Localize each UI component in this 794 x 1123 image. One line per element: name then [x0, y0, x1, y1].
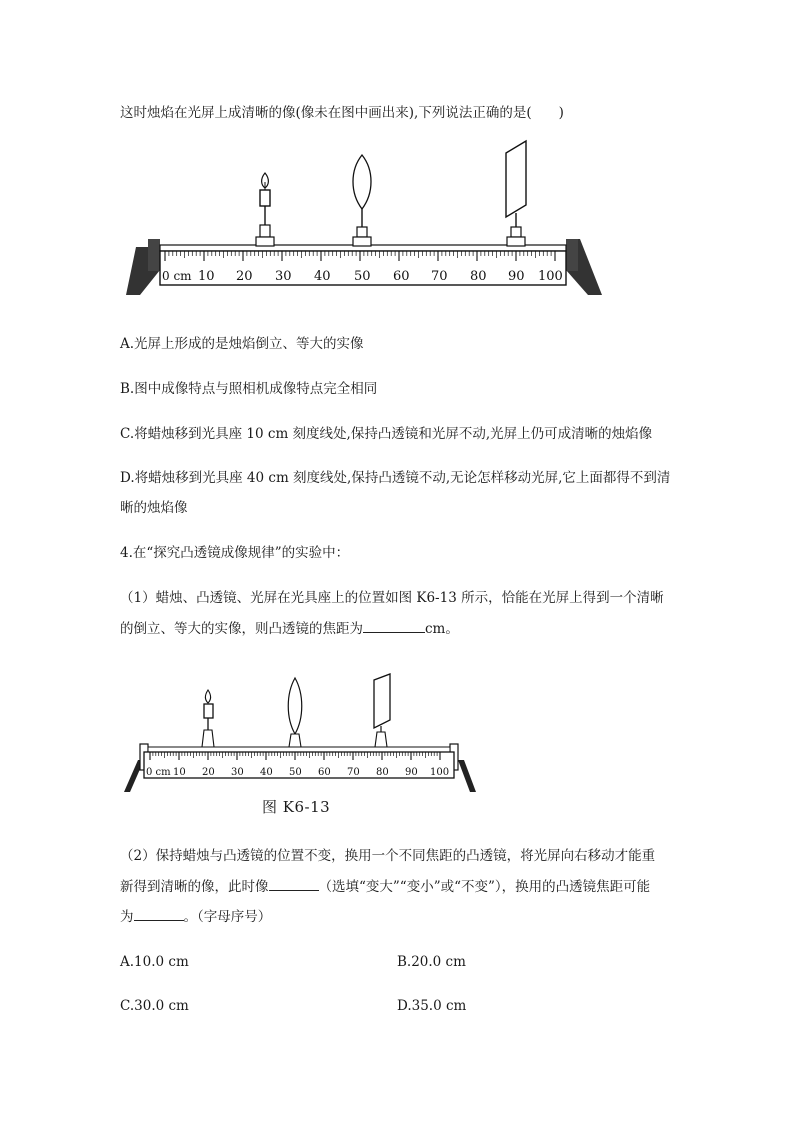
q3-option-d-line1: D.将蜡烛移到光具座 40 cm 刻度线处,保持凸透镜不动,无论怎样移动光屏,它上面都得不到清	[120, 470, 671, 486]
q4-title: 4.在“探究凸透镜成像规律”的实验中：	[120, 545, 350, 561]
q4-part2-text-d: 。（字母序号）	[183, 909, 272, 925]
ruler-label: 40	[260, 767, 273, 778]
candle-icon	[256, 173, 274, 246]
ruler-label: 20	[236, 269, 253, 284]
bench-rail	[148, 747, 450, 752]
ruler-label: 60	[393, 269, 410, 284]
q4-part2-line2	[120, 876, 650, 897]
q4-part1-text-a: 的倒立、等大的实像，则凸透镜的焦距为	[120, 621, 363, 637]
ruler-label: 80	[470, 269, 487, 284]
bench-right-leg	[458, 760, 476, 792]
ruler-label: 10	[198, 269, 215, 284]
q3-option-a: A.光屏上形成的是烛焰倒立、等大的实像	[120, 336, 364, 352]
ruler-label: 100	[538, 269, 563, 284]
q3-option-c: C.将蜡烛移到光具座 10 cm 刻度线处,保持凸透镜和光屏不动,光屏上仍可成清晰的烛焰像	[120, 426, 653, 442]
ruler-label: 50	[354, 269, 371, 284]
q3-stem: 这时烛焰在光屏上成清晰的像(像未在图中画出来),下列说法正确的是( )	[120, 105, 564, 121]
ruler-label: 50	[289, 767, 302, 778]
q4-part2-text-b: （选填“变大”“变小”或“不变”），换用的凸透镜焦距可能	[318, 879, 651, 895]
ruler-label: 30	[275, 269, 292, 284]
q4-option-c: C.30.0 cm	[120, 998, 189, 1014]
q4-part2-line1: （2）保持蜡烛与凸透镜的位置不变，换用一个不同焦距的凸透镜，将光屏向右移动才能重	[120, 848, 656, 864]
q4-option-b: B.20.0 cm	[397, 954, 466, 970]
convex-lens-icon	[353, 155, 371, 246]
ruler-label: 0 cm	[146, 767, 171, 778]
ruler-label: 0 cm	[162, 269, 192, 283]
light-screen-icon	[506, 141, 526, 246]
q4-part1-line2	[120, 618, 459, 639]
focal-length-choice-blank[interactable]	[134, 906, 184, 921]
bench-right-end	[566, 239, 578, 271]
q4-part1-line1: （1）蜡烛、凸透镜、光屏在光具座上的位置如图 K6-13 所示，恰能在光屏上得到一个清晰	[120, 590, 664, 606]
q4-part2-line3	[120, 906, 271, 927]
ruler-label: 70	[431, 269, 448, 284]
ruler-label: 30	[231, 767, 244, 778]
optical-bench-figure-1	[118, 135, 608, 305]
ruler-label: 20	[202, 767, 215, 778]
bench-left-end	[148, 239, 160, 271]
convex-lens-icon	[288, 678, 302, 747]
q4-part2-text-a: 新得到清晰的像，此时像	[120, 879, 269, 895]
ruler-label: 40	[314, 269, 331, 284]
q4-option-d: D.35.0 cm	[397, 998, 467, 1014]
q3-option-d-line2: 晰的烛焰像	[120, 500, 188, 516]
q4-part1-text-b: cm。	[425, 621, 459, 637]
ruler-label: 100	[430, 767, 450, 778]
image-size-blank[interactable]	[269, 876, 319, 891]
ruler-label: 90	[508, 269, 525, 284]
ruler-label: 10	[173, 767, 186, 778]
q3-option-b: B.图中成像特点与照相机成像特点完全相同	[120, 381, 378, 397]
ruler-label: 60	[318, 767, 331, 778]
figure-caption: 图 K6-13	[262, 798, 331, 816]
ruler-label: 70	[347, 767, 360, 778]
ruler-label: 90	[405, 767, 418, 778]
light-screen-icon	[374, 674, 390, 747]
q4-option-a: A.10.0 cm	[120, 954, 189, 970]
focal-length-blank[interactable]	[363, 618, 425, 633]
candle-icon	[202, 690, 214, 747]
ruler-label: 80	[376, 767, 389, 778]
q4-part2-text-c: 为	[120, 909, 134, 925]
